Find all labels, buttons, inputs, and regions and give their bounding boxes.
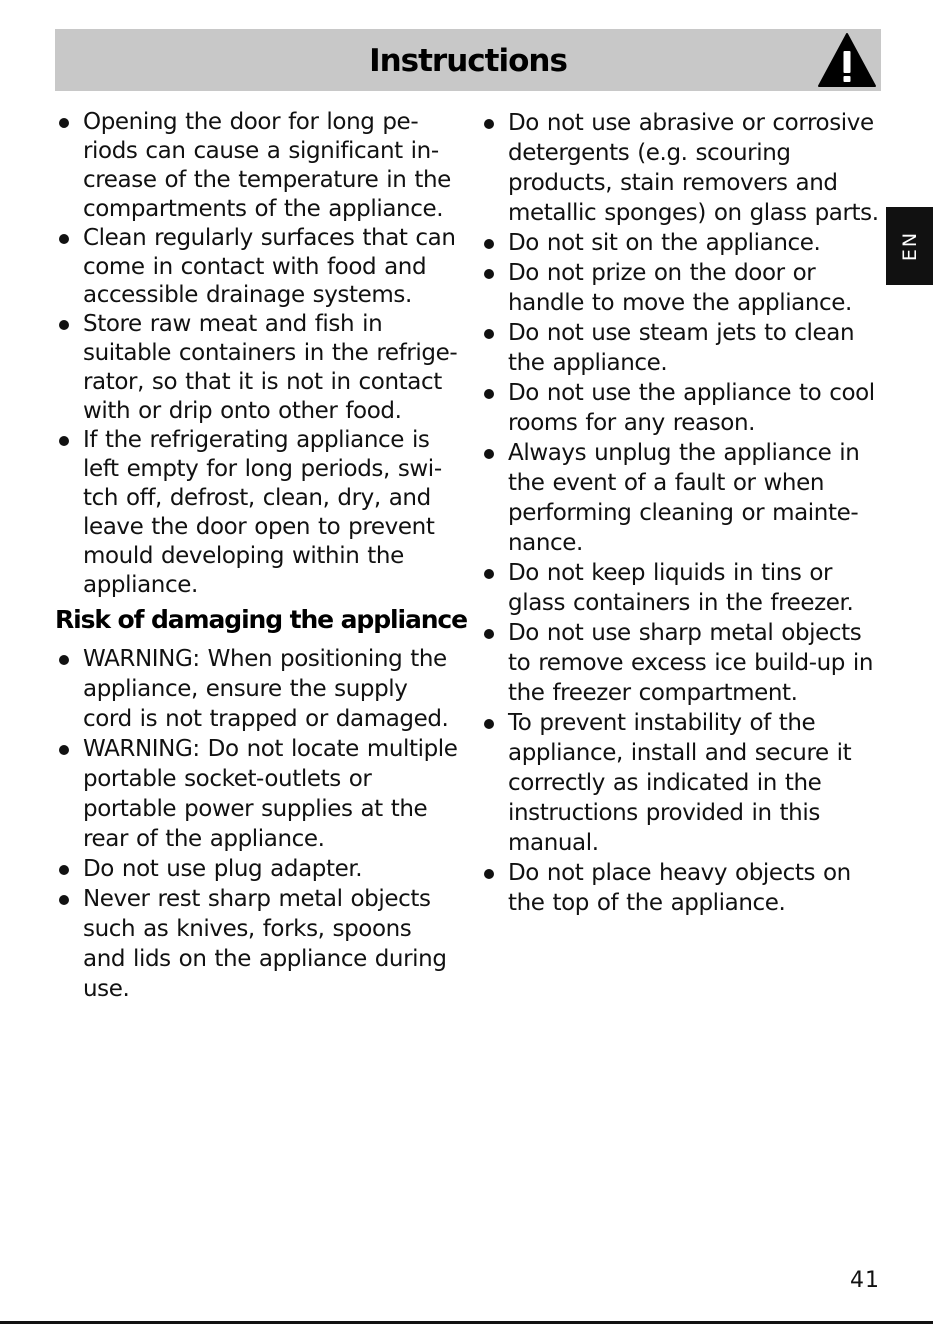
list-item: Do not use the appliance to cool rooms for any reason.: [480, 378, 880, 438]
list-item: Do not place heavy objects on the top of the appliance.: [480, 858, 880, 918]
list-item: Never rest sharp metal objects such as knives, forks, spoons and lids on the appliance during use.: [55, 884, 460, 1004]
list-item: Do not prize on the door or handle to move the appliance.: [480, 258, 880, 318]
list-item: Do not keep liquids in tins or glass containers in the freezer.: [480, 558, 880, 618]
page-header: [55, 29, 881, 91]
list-item: Do not sit on the appliance.: [480, 228, 880, 258]
page-number: 41: [850, 1268, 880, 1293]
list-item: To prevent instability of the appliance, install and secure it correctly as indicated in the instructions provided in this manual.: [480, 708, 880, 858]
bullet-list-cleaning-and-use: [480, 108, 880, 918]
list-item: WARNING: When positioning the appliance, ensure the supply cord is not trapped or damaged.: [55, 644, 460, 734]
list-item: If the refrigerating appliance is left empty for long periods, switch off, defrost, clean, dry, and leave the door open to prevent mould developing within the appliance.: [55, 426, 460, 599]
list-item: Opening the door for long periods can cause a significant increase of the temperature in the compartments of the appliance.: [55, 108, 460, 224]
bullet-list-risk: [55, 644, 460, 1004]
page-title: Instructions: [369, 43, 567, 79]
list-item: Do not use sharp metal objects to remove excess ice build-up in the freezer compartment.: [480, 618, 880, 708]
list-item: Clean regularly surfaces that can come in contact with food and accessible drainage systems.: [55, 224, 460, 311]
warning-triangle-icon: [817, 32, 877, 88]
list-item: Do not use steam jets to clean the appliance.: [480, 318, 880, 378]
right-column: [480, 108, 880, 918]
section-heading: Risk of damaging the appliance: [55, 605, 467, 635]
bullet-list-general: [55, 108, 460, 599]
language-tab-label: EN: [898, 230, 921, 262]
left-column: [55, 108, 467, 1004]
list-item: Always unplug the appliance in the event of a fault or when performing cleaning or maintenance.: [480, 438, 880, 558]
list-item: Store raw meat and fish in suitable containers in the refrigerator, so that it is not in contact with or drip onto other food.: [55, 310, 460, 426]
language-tab: [886, 207, 933, 285]
list-item: WARNING: Do not locate multiple portable socket-outlets or portable power supplies at the rear of the appliance.: [55, 734, 460, 854]
list-item: Do not use plug adapter.: [55, 854, 460, 884]
list-item: Do not use abrasive or corrosive detergents (e.g. scouring products, stain removers and metallic sponges) on glass parts.: [480, 108, 880, 228]
